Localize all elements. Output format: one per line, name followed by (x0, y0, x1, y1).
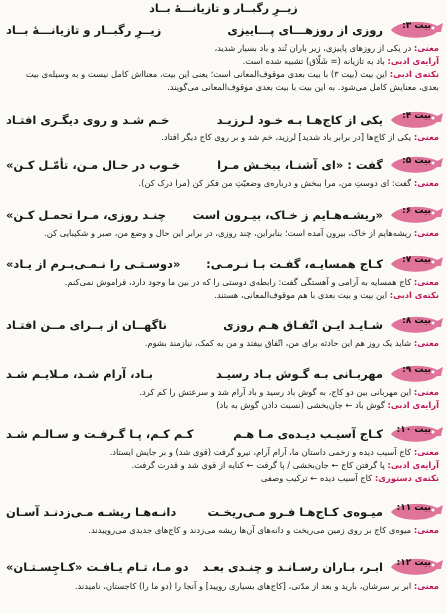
verse-10-notes (6, 446, 439, 485)
verse-number: بیت ۶: (402, 206, 431, 216)
hemistich-second: دو مـا، تـام یـافـت «کـاجِسـتـان» (6, 560, 189, 574)
header-verse-text: زیــرِ رگبــار و تازیانـــهٔ بــاد (149, 2, 298, 15)
hemistich-first: ابـر، بـاران رسـانـد و چنـدی بعـد (202, 560, 383, 574)
hemistich-first: شـایـد ایـن اتّفـاق هـم روزی (223, 318, 383, 332)
meaning-label: معنی: (413, 387, 439, 397)
hemistich-first: کـاج آسیـب دیـده‌ی مـا هـم (233, 427, 383, 441)
meaning-text: ریشه‌هایم از خاک، بیرون آمده است؛ بنابراین، چند روزی، در برابر این حال و وضع من، صبر و شکیبایی کن. (44, 228, 414, 238)
verse-10 (6, 422, 443, 448)
meaning-text: کاج آسیب دیده و زخمی داستان ما، آرام آرام، نیرو گرفت (قوی شد) و بر جایش ایستاد. (109, 447, 414, 457)
hemistich-first: گفت : «ای آشنـا، ببخـش مـرا (217, 158, 383, 172)
meaning-text: کاج همسایه به آرامی و آهستگی گفت: رابطه‌ی دوستی را که در بین ما وجود دارد، فراموش نمی‌کنم. (64, 277, 414, 287)
verse-number: بیت ۱۲: (396, 558, 431, 568)
hemistich-second: خـم شـد و روی دیگـری افتـاد (6, 113, 170, 127)
verse-6-notes (6, 227, 439, 240)
hemistich-first: کـاج همسایـه، گفـت بـا نـرمـی: (206, 257, 383, 271)
verse-12-notes (6, 580, 439, 593)
meaning-label: معنی: (413, 447, 439, 457)
verse-number: بیت ۳: (402, 21, 431, 31)
meaning-text: ابر بر سرشان، بارید و بعد از مدّتی، [کاج‌های بسیاری رویید] و آنجا را (دو ما را) کاجستان، نامیدند. (74, 581, 414, 591)
figure-text: گوش باد ← جان‌بخشی (نسبت دادن گوش به باد) (216, 400, 388, 410)
meaning-text: شاید یک روز هم این حادثه برای من، اتّفاق بیفتد و من به کمک، نیازمند بشوم. (144, 338, 414, 348)
grammar-label: نکته‌ی دستوری: (374, 473, 439, 483)
meaning-label: معنی: (413, 581, 439, 591)
verse-5 (6, 153, 443, 179)
meaning-text: میوه‌ی کاج بر روی زمین می‌ریخت و دانه‌های آن‌ها ریشه می‌زدند و کاج‌های جدیدی می‌روییدند. (88, 525, 414, 535)
hemistich-first: «ریشـه‌هـایم ز خـاک، بیـرون است (192, 208, 383, 222)
verse-7 (6, 252, 443, 278)
verse-number: بیت ۱۱: (396, 503, 431, 513)
meaning-label: معنی: (413, 132, 439, 142)
meaning-text: گفت: ای دوستِ من، مرا ببخش و درباره‌ی وضعیّتِ من فکر کن (مرا درک کن). (138, 178, 414, 188)
note-label: نکته‌ی ادبی: (389, 290, 439, 300)
header-verse (10, 2, 437, 15)
verse-number: بیت ۹: (402, 365, 431, 375)
verse-6 (6, 203, 443, 229)
hemistich-second: دانـه‌هـا ریشـه مـی‌زدنـد آسـان (6, 505, 177, 519)
grammar-text: کاج آسیب دیده ← ترکیب وصفی (260, 473, 375, 483)
hemistich-second: کـم کـم، پـا گـرفـت و سـالـم شـد (6, 427, 194, 441)
verse-number: بیت ۷: (402, 255, 431, 265)
hemistich-second: «دوسـتـی را نـمـی‌بـرم از یـاد» (6, 257, 181, 271)
figure-label: آرایه‌ی ادبی: (387, 400, 439, 410)
meaning-label: معنی: (413, 338, 439, 348)
hemistich-second: خـوب در حـال مـن، تأمّـل کـن» (6, 158, 181, 172)
verse-number: بیت ۸: (402, 316, 431, 326)
verse-3 (6, 18, 443, 44)
note-label: نکته‌ی ادبی: (389, 69, 439, 79)
verse-12 (6, 555, 443, 581)
verse-number: بیت ۵: (402, 156, 431, 166)
verse-11 (6, 500, 443, 526)
figure-text: باد به تازیانه (= شَلّاق) تشبیه شده است. (242, 56, 388, 66)
meaning-label: معنی: (413, 43, 439, 53)
note-text: این بیت و بیت بعدی با هم موقوف‌المعانی، هستند. (214, 290, 390, 300)
verse-5-notes (6, 177, 439, 190)
meaning-label: معنی: (413, 178, 439, 188)
hemistich-second: چنـد روزی، مـرا تحمـل کـن» (6, 208, 166, 222)
meaning-label: معنی: (413, 277, 439, 287)
verse-4-notes (6, 131, 439, 144)
hemistich-second: بـاد، آرام شـد، مـلایـم شـد (6, 367, 153, 381)
verse-3-notes (6, 42, 439, 94)
hemistich-first: یکی از کاج‌هـا بـه خـود لـرزیـد (216, 113, 383, 127)
hemistich-second: زیــرِ رگبــار و تازیانـــهٔ بــاد (6, 23, 162, 37)
hemistich-first: میـوه‌ی کـاج‌هـا فـرو مـی‌ریخـت (207, 505, 383, 519)
meaning-text: این مهربانی بین دو کاج، به گوش باد رسید و باد آرام شد و سرعتش را کم کرد. (139, 387, 414, 397)
hemistich-first: مهربـانی بـه گـوش بـاد رسیـد (216, 367, 383, 381)
verse-9-notes (6, 386, 439, 412)
hemistich-first: روزی از روزهـــای پـــاییزی (227, 23, 383, 37)
verse-11-notes (6, 524, 439, 537)
figure-label: آرایه‌ی ادبی: (387, 460, 439, 470)
meaning-text: در یکی از روزهای پاییزی، زیر باران تُند و باد بسیار شدید، (214, 43, 414, 53)
verse-8-notes (6, 337, 439, 350)
hemistich-second: ناگهــان از بــرای مــن افتـاد (6, 318, 167, 332)
meaning-label: معنی: (413, 525, 439, 535)
figure-label: آرایه‌ی ادبی: (387, 56, 439, 66)
meaning-text: یکی از کاج‌ها [در برابر باد شدید] لرزید، خم شد و بر روی کاج دیگر افتاد. (161, 132, 414, 142)
figure-text: پا گرفتن کاج ← جان‌بخشی / پا گرفت ← کنایه از قوی شد و قدرت گرفت. (131, 460, 388, 470)
verse-9 (6, 362, 443, 388)
verse-number: بیت ۱۰: (396, 425, 431, 435)
note-text: این بیت (بیت ۳) با بیت بعدی موقوف‌المعانی است؛ یعنی این بیت، معنااش کامل نیست و به وسیله‌ی بیت بعدی، معنایش کامل می‌شود. به این بیت با بیت بعدی موقوف‌المعانی می‌گویند. (25, 69, 439, 92)
verse-number: بیت ۴: (402, 111, 431, 121)
meaning-label: معنی: (413, 228, 439, 238)
verse-7-notes (6, 276, 439, 302)
verse-8 (6, 313, 443, 339)
